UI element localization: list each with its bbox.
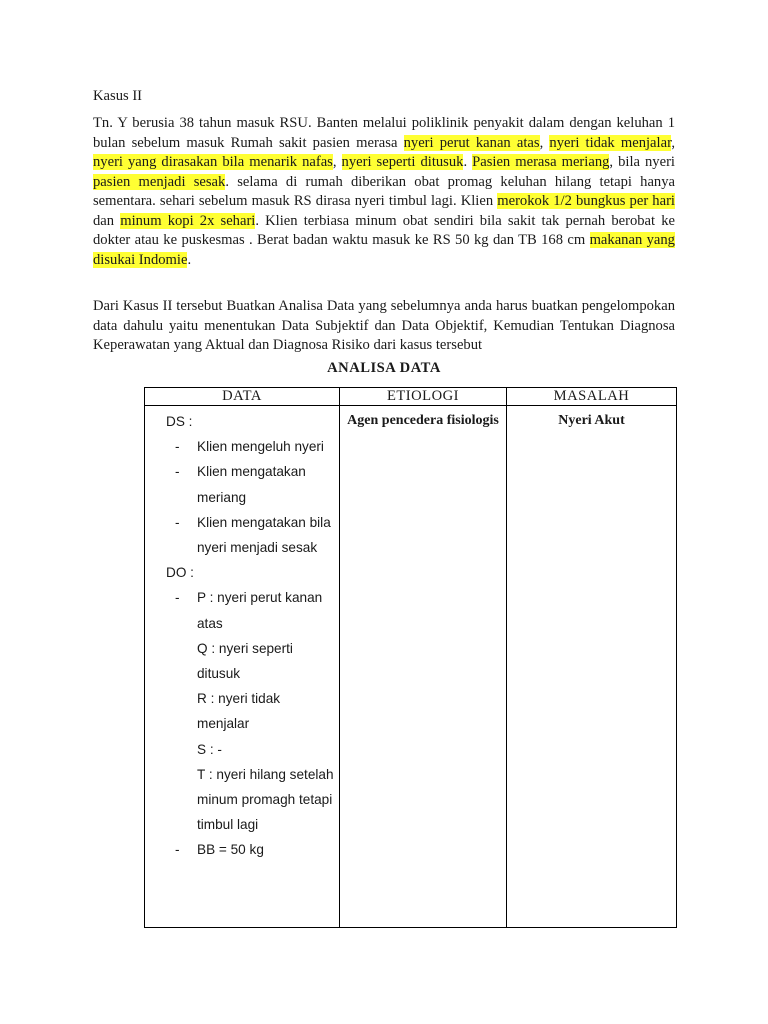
- highlighted-text: nyeri seperti ditusuk: [341, 154, 464, 170]
- case-paragraph: [93, 114, 675, 270]
- ds-label: DS :: [166, 414, 193, 429]
- paragraph-text: .: [463, 154, 473, 170]
- ds-item: - Klien mengatakan meriang: [166, 459, 335, 509]
- paragraph-text: ,: [671, 134, 675, 151]
- table-header-row: [145, 388, 677, 406]
- paragraph-text: . Klien terbiasa minum obat sendiri bila sakit tak pernah berobat ke dokter atau ke puskesmas . Berat badan waktu masuk ke RS 50 kg dan TB 168 cm: [93, 212, 675, 248]
- highlighted-text: Pasien merasa meriang: [472, 154, 610, 170]
- masalah-cell: Nyeri Akut: [507, 406, 677, 928]
- bullet-dash: -: [175, 590, 180, 606]
- header-etiologi: ETIOLOGI: [340, 388, 507, 406]
- do-pqrst-item: Q : nyeri seperti ditusuk: [197, 640, 293, 682]
- ds-item: - Klien mengeluh nyeri: [166, 434, 335, 459]
- highlighted-text: nyeri yang dirasakan bila menarik nafas: [93, 154, 333, 170]
- highlighted-text: nyeri tidak menjalar: [549, 134, 672, 151]
- header-data: DATA: [145, 388, 340, 406]
- bullet-dash: -: [175, 842, 180, 858]
- instruction-paragraph: Dari Kasus II tersebut Buatkan Analisa Data yang sebelumnya anda harus buatkan pengelompokan data dahulu yaitu menentukan Data Subjektif dan Data Objektif, Kemudian Tentukan Diagnosa Keperawatan yang Aktual dan Diagnosa Risiko dari kasus tersebut: [93, 298, 675, 353]
- bullet-dash: -: [175, 464, 180, 480]
- do-item: - BB = 50 kg: [166, 837, 335, 862]
- paragraph-text: , bila nyeri: [609, 154, 675, 170]
- ds-list: [166, 434, 335, 560]
- paragraph-text: ,: [539, 134, 550, 151]
- highlighted-text: makanan yang disukai Indomie: [93, 232, 675, 268]
- table-title: ANALISA DATA: [327, 360, 441, 376]
- table-row: [145, 406, 677, 928]
- highlighted-text: nyeri perut kanan atas: [403, 134, 540, 151]
- do-list-extra: [166, 837, 335, 862]
- case-heading: Kasus II: [93, 88, 143, 104]
- paragraph-text: dan: [93, 212, 121, 229]
- do-list: [166, 585, 335, 635]
- bullet-dash: -: [175, 514, 180, 530]
- paragraph-text: . selama di rumah diberikan obat promag keluhan hilang tetapi hanya sementara. sehari sebelum masuk RS dirasa nyeri timbul lagi. Klien: [93, 173, 675, 209]
- paragraph-text: Tn. Y berusia 38 tahun masuk RSU. Banten melalui poliklinik penyakit dalam dengan keluhan 1 bulan sebelum masuk Rumah sakit pasien merasa: [93, 115, 675, 151]
- paragraph-text: ,: [332, 154, 342, 170]
- highlighted-text: pasien menjadi sesak: [93, 173, 226, 190]
- do-label: DO :: [166, 565, 194, 581]
- bullet-dash: -: [175, 439, 180, 455]
- paragraph-text: .: [187, 251, 192, 268]
- header-masalah: MASALAH: [507, 388, 677, 406]
- do-pqrst-item: S : -: [197, 741, 222, 757]
- analisa-data-table: [144, 387, 677, 928]
- highlighted-text: merokok 1/2 bungkus per hari: [497, 193, 675, 209]
- ds-item: - Klien mengatakan bila nyeri menjadi sesak: [166, 510, 335, 560]
- do-pqrst-item: - P : nyeri perut kanan atas: [166, 585, 335, 635]
- etiologi-cell: Agen pencedera fisiologis: [340, 406, 507, 928]
- do-pqrst-item: R : nyeri tidak menjalar: [197, 691, 281, 732]
- highlighted-text: minum kopi 2x sehari: [120, 212, 256, 229]
- do-pqrst-item: T : nyeri hilang setelah minum promagh tetapi timbul lagi: [197, 766, 334, 833]
- data-cell: [145, 406, 340, 928]
